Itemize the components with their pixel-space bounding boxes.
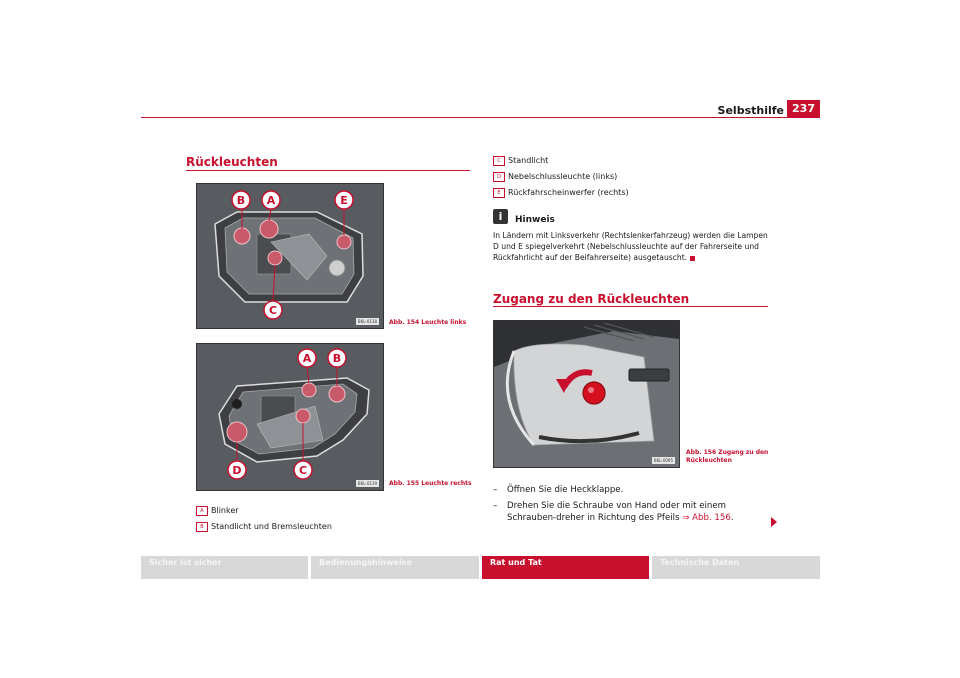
legend-badge: C [493, 156, 505, 166]
taillight-left-illustration [197, 184, 383, 328]
step-2: – Drehen Sie die Schraube von Hand oder mit einem Schrauben-dreher in Richtung des Pfeils ⇒ Abb. 156. [493, 501, 734, 523]
figure-caption-154: Abb. 154 Leuchte links [389, 319, 467, 326]
legend-item-a [196, 506, 239, 516]
footer-tab-technische-daten[interactable]: Technische Daten [652, 556, 820, 579]
legend-item-c [493, 156, 548, 166]
tailgate-access-illustration [494, 321, 679, 467]
fig2-label-a: A [302, 352, 312, 365]
fig1-label-c: C [268, 304, 278, 317]
fig1-label-b: B [236, 194, 246, 207]
legend-badge: B [196, 522, 208, 532]
figure-code: B6L-0138 [357, 319, 377, 324]
legend-text: Standlicht [508, 156, 549, 165]
legend-text: Standlicht und Bremsleuchten [211, 522, 332, 531]
legend-text: Blinker [211, 506, 239, 515]
note-text: In Ländern mit Linksverkehr (Rechtslenkerfahrzeug) werden die Lampen D und E spiegelverkehrt (Nebelschlussleuchte auf der Fahrerseite und Rückfahrlicht auf der Beifahrerseite) ausgetauscht. [493, 231, 768, 262]
legend-text: Rückfahrscheinwerfer (rechts) [508, 188, 629, 197]
figure-tailgate-access [493, 320, 680, 468]
page-number: 237 [787, 100, 820, 118]
section-rule [186, 170, 470, 171]
figure-right-taillight [196, 343, 384, 491]
legend-badge: E [493, 188, 505, 198]
legend-item-e [493, 188, 629, 198]
end-of-section-icon [690, 256, 695, 261]
legend-badge: D [493, 172, 505, 182]
figure-caption-155: Abb. 155 Leuchte rechts [389, 480, 472, 487]
legend-item-b [196, 522, 332, 532]
next-page-arrow-icon[interactable] [771, 517, 777, 527]
section-rule [493, 306, 768, 307]
figure-code: B6L-0139 [357, 481, 377, 486]
header-title: Selbsthilfe [717, 104, 784, 117]
note-title: Hinweis [515, 215, 555, 225]
legend-text: Nebelschlussleuchte (links) [508, 172, 618, 181]
header-rule [141, 117, 820, 118]
figure-caption-156: Abb. 156 Zugang zu den Rückleuchten [686, 449, 769, 464]
figure-link-156[interactable]: ⇒ Abb. 156 [682, 513, 731, 523]
fig2-label-c: C [298, 464, 308, 477]
footer-tab-sicher-ist-sicher[interactable]: Sicher ist sicher [141, 556, 308, 579]
footer-tab-bedienungshinweise[interactable]: Bedienungshinweise [311, 556, 479, 579]
legend-badge: A [196, 506, 208, 516]
legend-item-d [493, 172, 617, 182]
section-title-rueckleuchten: Rückleuchten [186, 155, 278, 169]
figure-left-taillight [196, 183, 384, 329]
taillight-right-illustration [197, 344, 383, 490]
footer-tab-rat-und-tat[interactable]: Rat und Tat [482, 556, 649, 579]
step-1: – Öffnen Sie die Heckklappe. [493, 485, 624, 495]
fig1-label-a: A [266, 194, 276, 207]
info-icon: i [493, 209, 508, 224]
section-title-zugang: Zugang zu den Rückleuchten [493, 292, 690, 306]
figure-code: B6L-0095 [653, 458, 673, 463]
fig2-label-b: B [332, 352, 342, 365]
fig2-label-d: D [232, 464, 242, 477]
fig1-label-e: E [340, 194, 348, 207]
